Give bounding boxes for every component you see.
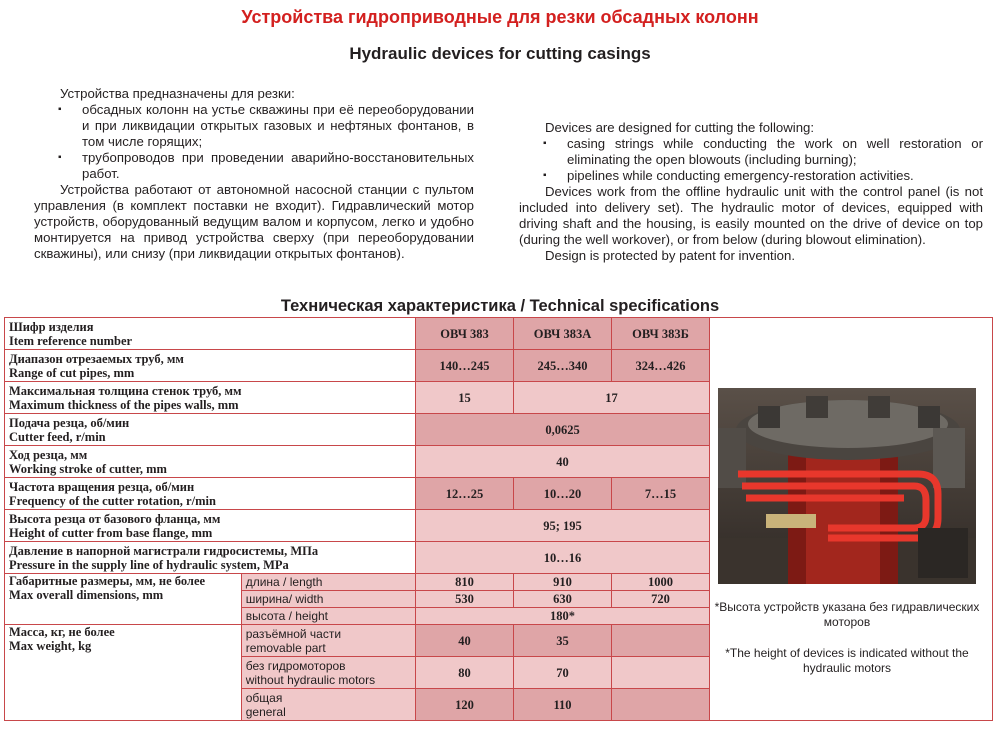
label-en: Item reference number [9,333,133,348]
value-cell: 17 [514,382,710,414]
label-en: Height of cutter from base flange, mm [9,525,213,540]
intro-ru-lead: Устройства предназначены для резки: [60,86,295,101]
sub-label-en: removable part [245,640,326,655]
list-item: ▪ pipelines while conducting emergency-restoration activities. [519,168,983,184]
value-cell: 720 [612,591,710,608]
value-cell: 95; 195 [416,510,710,542]
value-cell: 324…426 [612,350,710,382]
value-cell: 530 [416,591,514,608]
list-item: ▪ casing strings while conducting the work on well restoration or eliminating the open blowouts (including burning); [519,136,983,168]
model-2: ОВЧ 383А [514,318,612,350]
model-3: ОВЧ 383Б [612,318,710,350]
sub-label [241,657,415,689]
side-panel [710,318,993,721]
sub-label: длина / length [241,574,415,591]
value-cell: 10…16 [416,542,710,574]
label-en: Range of cut pipes, mm [9,365,135,380]
label-ru: Шифр изделия [9,319,94,334]
value-cell: 15 [416,382,514,414]
sub-label-ru: общая [245,690,283,705]
label-ru: Масса, кг, не более [9,625,115,639]
value-cell: 0,0625 [416,414,710,446]
label-en: Frequency of the cutter rotation, r/min [9,493,216,508]
value-cell: 910 [514,574,612,591]
value-cell: 70 [514,657,612,689]
intro-ru-para: Устройства работают от автономной насосной станции с пультом управления (в комплект поставки не входит). Гидравлический мотор устройств, оборудованный ведущим валом и корпусом, легко и удобно монтируется на привод устройства сверху (при переоборудовании скважины), или снизу (при ликвидации открытых фонтанов). [34,182,474,261]
sub-label: ширина/ width [241,591,415,608]
label-en: Cutter feed, r/min [9,429,106,444]
intro-en [519,120,983,264]
intro-ru-bullets [34,102,474,182]
row-label [5,478,416,510]
label-en: Max weight, kg [9,639,92,653]
row-label [5,318,416,350]
label-en: Pressure in the supply line of hydraulic system, MPa [9,557,289,572]
value-cell: 10…20 [514,478,612,510]
spec-title: Техническая характеристика / Technical specifications [280,297,720,315]
note-ru: *Высота устройств указана без гидравлических моторов [714,600,980,629]
value-cell [612,625,710,657]
row-label [5,382,416,414]
sub-label [241,625,415,657]
label-ru: Давление в напорной магистрали гидросистемы, МПа [9,543,319,558]
label-ru: Подача резца, об/мин [9,415,130,430]
page-title-ru: Устройства гидроприводные для резки обсадных колонн [241,7,759,27]
value-cell: 35 [514,625,612,657]
value-cell [612,657,710,689]
page-title-en: Hydraulic devices for cutting casings [349,44,651,63]
row-label [5,510,416,542]
label-ru: Габаритные размеры, мм, не более [9,574,206,588]
list-item: ▪ обсадных колонн на устье скважины при её переоборудовании и при ликвидации открытых газовых и нефтяных фонтанов, в том числе горящих; [34,102,474,150]
row-label [5,350,416,382]
value-cell: 1000 [612,574,710,591]
value-cell: 180* [416,608,710,625]
sub-label-ru: разъёмной части [245,626,342,641]
row-label [5,542,416,574]
label-en: Max overall dimensions, mm [9,588,164,602]
value-cell: 140…245 [416,350,514,382]
value-cell: 630 [514,591,612,608]
label-ru: Высота резца от базового фланца, мм [9,511,221,526]
label-ru: Ход резца, мм [9,447,88,462]
sub-label-en: without hydraulic motors [245,672,376,687]
model-1: ОВЧ 383 [416,318,514,350]
row-label [5,574,242,625]
row-label [5,625,242,721]
value-cell: 40 [416,625,514,657]
sub-label [241,689,415,721]
intro-en-lead: Devices are designed for cutting the following: [545,120,815,135]
intro-en-para: Devices work from the offline hydraulic unit with the control panel (is not included into delivery set). The hydraulic motor of devices, equipped with driving shaft and the housing, is easily mounted on the drive of device on top (during the well workover), or from below (during blowout elimination). [519,184,983,247]
label-ru: Частота вращения резца, об/мин [9,479,195,494]
intro-en-bullets [519,136,983,184]
sub-label-en: general [245,704,286,719]
sub-label-ru: без гидромоторов [245,658,346,673]
table-row [5,318,993,350]
value-cell: 245…340 [514,350,612,382]
label-ru: Максимальная толщина стенок труб, мм [9,383,242,398]
value-cell: 40 [416,446,710,478]
intro-en-patent: Design is protected by patent for invention. [545,248,795,263]
spec-table [4,317,993,721]
row-label [5,414,416,446]
value-cell: 7…15 [612,478,710,510]
list-item: ▪ трубопроводов при проведении аварийно-восстановительных работ. [34,150,474,182]
value-cell [612,689,710,721]
value-cell: 810 [416,574,514,591]
sub-label: высота / height [241,608,415,625]
device-photo [718,388,976,584]
value-cell: 110 [514,689,612,721]
value-cell: 80 [416,657,514,689]
note-en: *The height of devices is indicated without the hydraulic motors [725,646,969,675]
value-cell: 12…25 [416,478,514,510]
label-en: Working stroke of cutter, mm [9,461,167,476]
label-en: Maximum thickness of the pipes walls, mm [9,397,239,412]
row-label [5,446,416,478]
value-cell: 120 [416,689,514,721]
label-ru: Диапазон отрезаемых труб, мм [9,351,184,366]
intro-ru [34,86,474,262]
